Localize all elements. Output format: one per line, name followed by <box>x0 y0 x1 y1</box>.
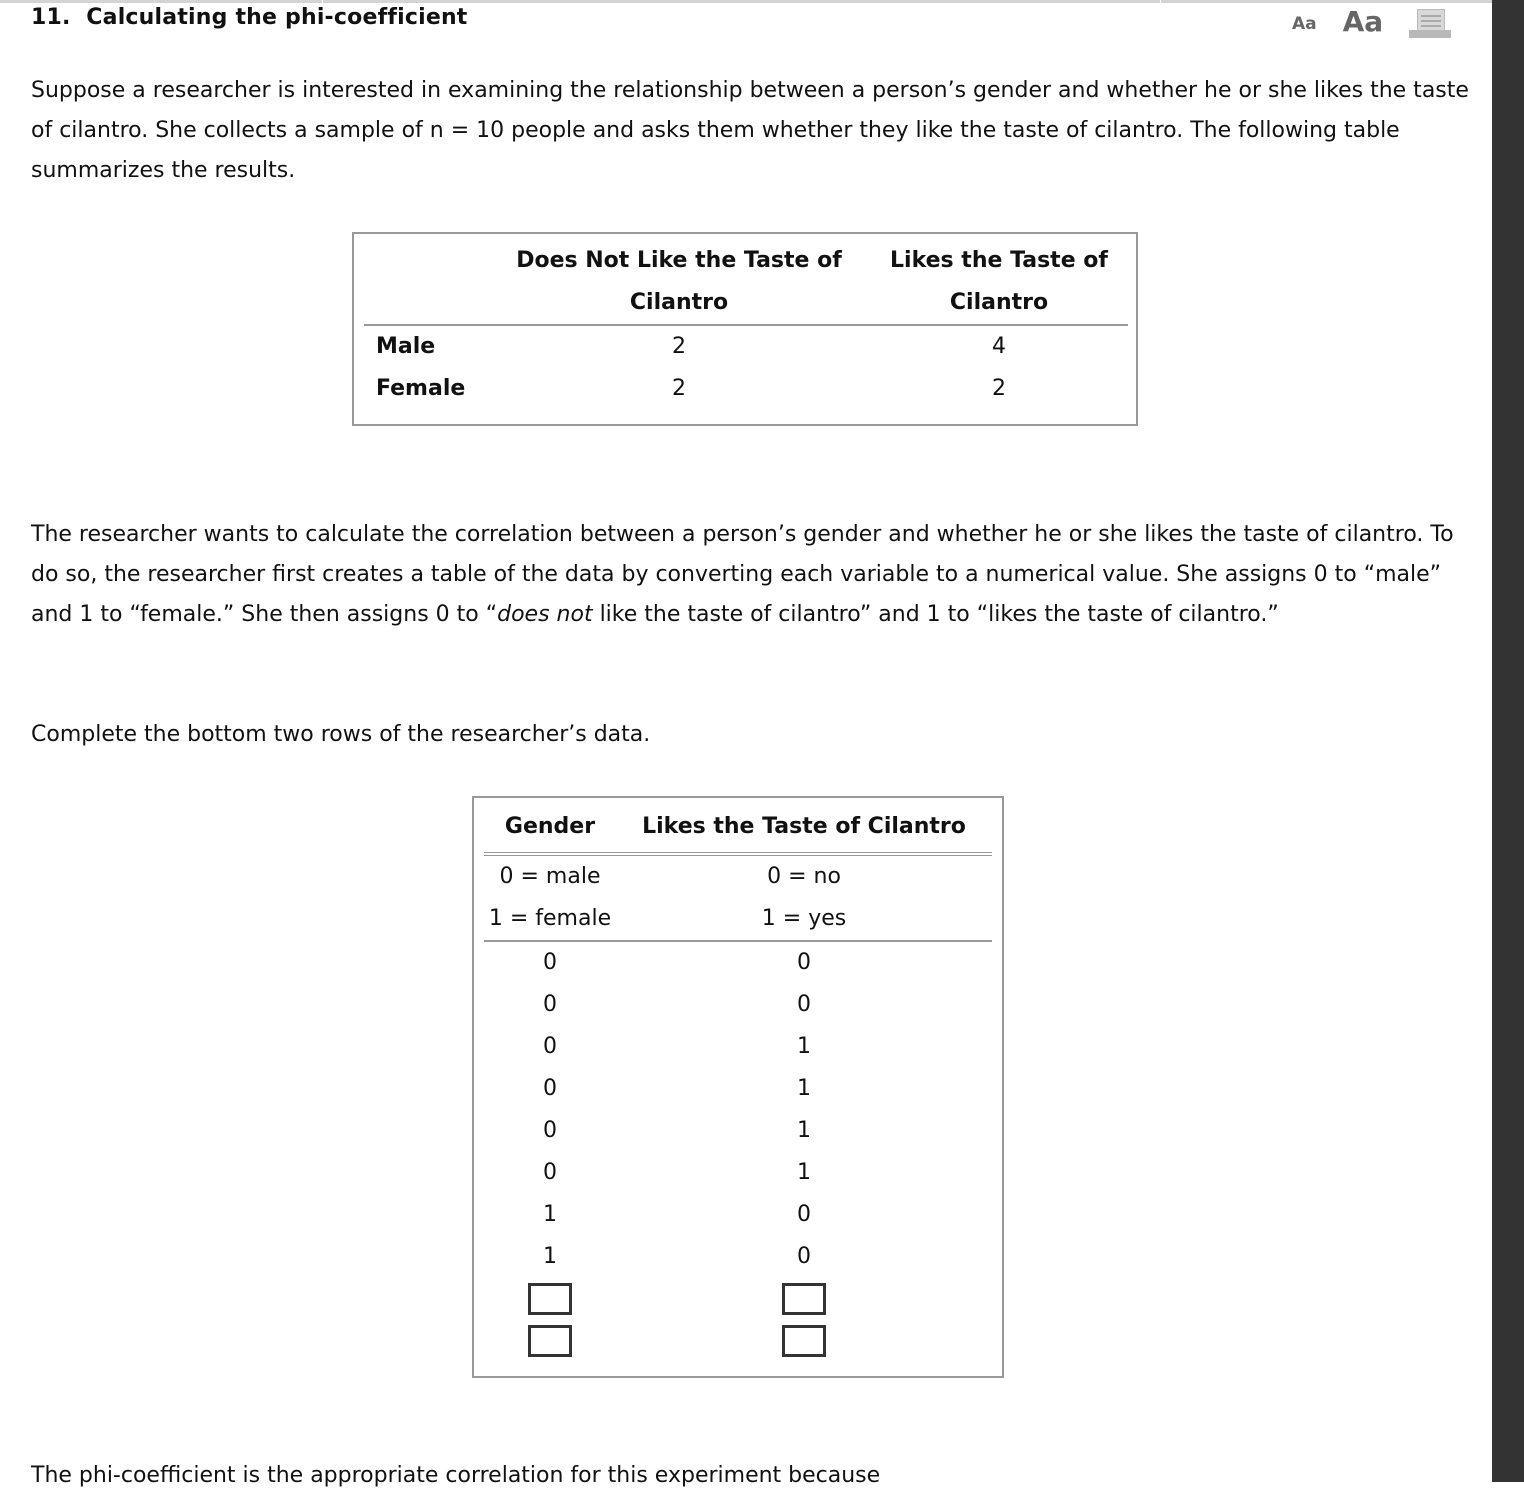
gender-cell: 0 <box>543 992 557 1017</box>
likes-cell: 0 <box>797 950 811 975</box>
intro-paragraph: Suppose a researcher is interested in examining the relationship between a person’s gender and whether he or she likes the taste of cilantro. She collects a sample of n = 10 people and asks them whether they like the taste of cilantro. The following table summarizes the results. <box>31 78 1469 183</box>
legend-likes-no: 0 = no <box>767 864 841 889</box>
conversion-text-part2: like the taste of cilantro” and 1 to “likes the taste of cilantro.” <box>592 602 1279 627</box>
input-row <box>484 1320 992 1362</box>
question-title <box>31 5 468 30</box>
empty-header-cell <box>364 240 504 282</box>
header-likes-cilantro: Likes the Taste of Cilantro <box>616 806 992 854</box>
top-border-mark <box>1160 0 1161 3</box>
conversion-paragraph <box>31 515 1471 635</box>
data-table-frame <box>472 796 1004 1378</box>
summary-table <box>364 240 1128 410</box>
gender-cell: 0 <box>543 1034 557 1059</box>
likes-cell: 1 <box>797 1118 811 1143</box>
conversion-text-part1: The researcher wants to calculate the correlation between a person’s gender and whether he or she likes the taste of cilantro. To do so, the researcher first creates a table of the data by converting each variable to a numerical value. She assigns 0 to “male” and 1 to “female.” She then assigns 0 to “ <box>31 522 1454 627</box>
likes-input-row-9[interactable] <box>782 1283 826 1315</box>
header-does-not-like-line1: Does Not Like the Taste of <box>516 248 842 273</box>
table-row <box>484 1026 992 1068</box>
table-row <box>484 1236 992 1278</box>
table-row <box>364 325 1128 368</box>
print-base-shape <box>1409 30 1451 38</box>
decrease-font-button[interactable]: Aa <box>1292 14 1317 34</box>
print-icon[interactable] <box>1409 6 1453 40</box>
legend-gender-female: 1 = female <box>484 898 616 941</box>
header-gender: Gender <box>484 806 616 854</box>
gender-cell: 1 <box>543 1244 557 1269</box>
gender-cell: 0 <box>543 1118 557 1143</box>
gender-cell: 0 <box>543 950 557 975</box>
increase-font-button[interactable]: Aa <box>1342 5 1384 38</box>
input-row <box>484 1278 992 1320</box>
table-row <box>484 941 992 984</box>
gender-input-row-9[interactable] <box>528 1283 572 1315</box>
header-likes-line2: Cilantro <box>870 282 1128 325</box>
top-border-mark <box>322 0 323 3</box>
row-label-male: Male <box>376 334 436 359</box>
footer-paragraph-partial: The phi-coefficient is the appropriate correlation for this experiment because <box>31 1463 881 1488</box>
conversion-emphasis: does not <box>497 602 593 627</box>
table-row <box>484 1068 992 1110</box>
header-likes-line1: Likes the Taste of <box>890 248 1108 273</box>
table-row <box>484 1110 992 1152</box>
table-row <box>484 1194 992 1236</box>
likes-cell: 0 <box>797 1244 811 1269</box>
row-label-female: Female <box>376 376 466 401</box>
table-row <box>484 984 992 1026</box>
question-title-text: Calculating the phi-coefficient <box>86 5 468 30</box>
legend-likes-yes: 1 = yes <box>616 898 992 941</box>
likes-cell: 1 <box>797 1034 811 1059</box>
cell-female-likes: 2 <box>992 376 1006 401</box>
gender-cell: 0 <box>543 1076 557 1101</box>
legend-gender-male: 0 = male <box>499 864 601 889</box>
likes-cell: 0 <box>797 1202 811 1227</box>
data-table <box>484 806 992 1362</box>
summary-table-frame <box>352 232 1138 426</box>
instruction-paragraph: Complete the bottom two rows of the researcher’s data. <box>31 722 651 747</box>
header-does-not-like-line2: Cilantro <box>504 282 854 325</box>
scrollbar[interactable] <box>1492 0 1524 1482</box>
table-row <box>364 368 1128 410</box>
gender-cell: 1 <box>543 1202 557 1227</box>
question-number: 11. <box>31 5 71 30</box>
gender-cell: 0 <box>543 1160 557 1185</box>
likes-cell: 1 <box>797 1160 811 1185</box>
toolbar <box>1292 4 1453 40</box>
cell-male-likes: 4 <box>992 334 1006 359</box>
gender-input-row-10[interactable] <box>528 1325 572 1357</box>
cell-male-does-not-like: 2 <box>672 334 686 359</box>
cell-female-does-not-like: 2 <box>672 376 686 401</box>
likes-input-row-10[interactable] <box>782 1325 826 1357</box>
top-border <box>0 0 1492 3</box>
likes-cell: 1 <box>797 1076 811 1101</box>
likes-cell: 0 <box>797 992 811 1017</box>
table-row <box>484 1152 992 1194</box>
